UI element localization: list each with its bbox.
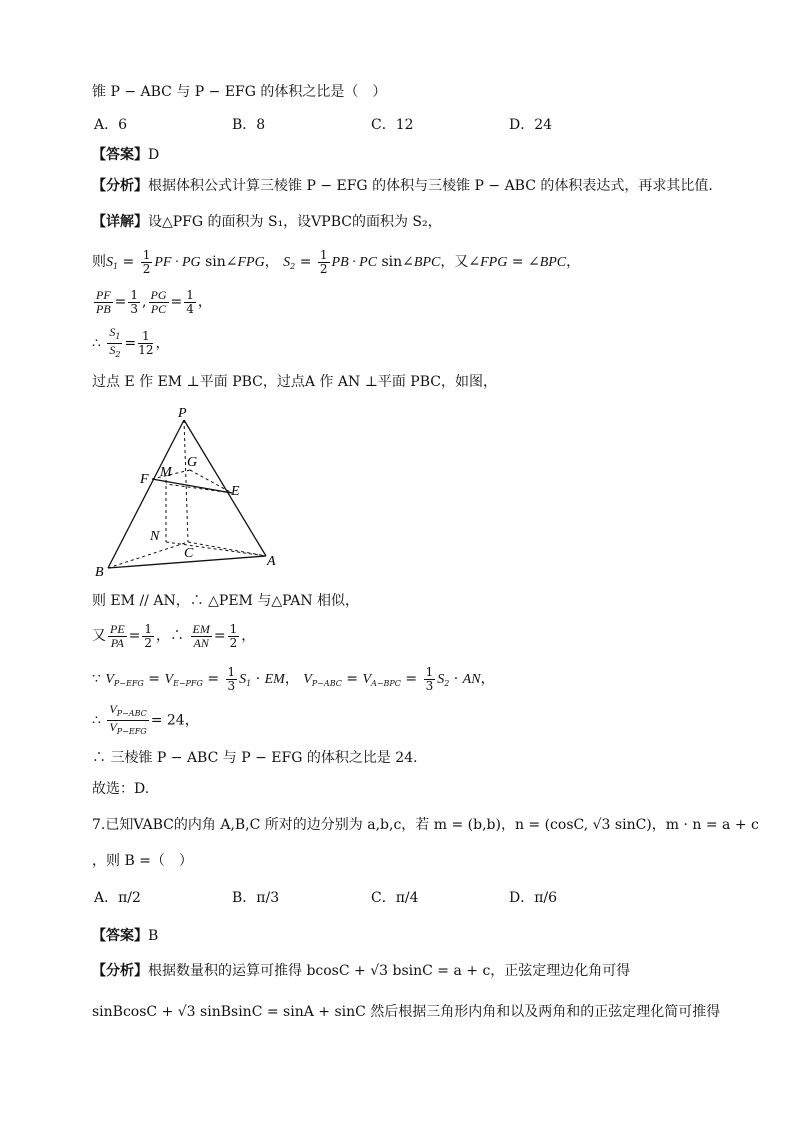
q6-ratio-pe: 又 $\frac{PE}{PA}$ = $\frac{1}{2}$ ，∴ $\frac{EM}{AN}$ = $\frac{1}{2}$ ， [92,621,256,650]
q6-detail-1: 设△PFG 的面积为 S₁，设VPBC的面积为 S₂， [148,214,442,230]
q7-answer: B [148,928,159,944]
q6-answer: D [148,147,160,163]
q6-similar-line: 则 EM // AN，∴ △PEM 与△PAN 相似， [92,593,360,609]
q7-analysis-tag: 【分析】 [92,963,148,979]
q6-answer-line [92,145,159,165]
q6-area-formula: 则$S_1$ = $\frac{1}{2}$ PF · PG sin∠FPG， $S_2$ = $\frac{1}{2}$ PB · PC sin∠BPC，又∠FPG = ∠BPC， [92,247,581,276]
q6-stem-end: 锥 P − ABC 与 P − EFG 的体积之比是（ ） [92,84,387,100]
label-a: A [267,554,276,569]
q6-detail-line [92,212,442,232]
tetrahedron-figure [90,400,290,582]
q7-stem-2: ，则 B =（ ） [92,853,193,869]
label-n: N [150,529,160,544]
q6-option-a: A．6 [94,117,128,133]
q6-option-b: B．8 [232,117,266,133]
q7-answer-line [92,926,158,946]
q7-stem: 7.已知VABC的内角 A,B,C 所对的边分别为 a,b,c，若 m = (b,b)，n = (cosC, √3 sinC)，m · n = a + c [92,817,759,833]
q6-analysis: 根据体积公式计算三棱锥 P − EFG 的体积与三棱锥 P − ABC 的体积表达式，再求其比值. [148,178,713,194]
label-c: C [184,546,194,561]
q7-analysis: 根据数量积的运算可推得 bcosC + √3 bsinC = a + c，正弦定理边化角可得 [148,963,631,979]
label-g: G [187,455,198,470]
label-f: F [140,472,149,487]
q7-option-d: D．π/6 [509,890,558,906]
q7-option-b: B．π/3 [232,890,280,906]
q6-option-d: D．24 [509,117,553,133]
label-m: M [160,465,172,480]
label-p: P [178,406,187,421]
q7-option-a: A．π/2 [94,890,141,906]
detail-tag: 【详解】 [92,214,148,230]
q6-conclusion: ∴ 三棱锥 P − ABC 与 P − EFG 的体积之比是 24. [92,750,418,766]
q7-answer-tag: 【答案】 [92,928,148,944]
q7-last-line: sinBcosC + √3 sinBsinC = sinA + sinC 然后根据三角形内角和以及两角和的正弦定理化简可推得 [92,1004,721,1020]
q7-analysis-line [92,961,630,981]
label-b: B [95,565,104,580]
label-e: E [231,484,240,499]
q6-option-c: C．12 [371,117,414,133]
answer-tag: 【答案】 [92,147,148,163]
q6-area-ratio: ∴ $\frac{S_1}{S_2}$ = $\frac{1}{12}$ ， [92,325,170,359]
q6-construction-line: 过点 E 作 EM ⊥平面 PBC，过点A 作 AN ⊥平面 PBC，如图， [92,374,497,390]
q7-option-c: C．π/4 [371,890,419,906]
q6-ratio-line: $\frac{PF}{PB}$ = $\frac{1}{3}$ , $\frac{PG}{PC}$ = $\frac{1}{4}$ ， [96,287,212,316]
q6-volume-formula: ∵ $V_{P-EFG} = V_{E-PFG}$ = $\frac{1}{3}$ $S_1$ · EM， $V_{P-ABC} = V_{A-BPC}$ = $\frac{1}{3}$ $S_2$ · AN， [92,664,495,693]
analysis-tag: 【分析】 [92,178,148,194]
q6-volume-ratio: ∴ $\frac{V_{P-ABC}}{V_{P-EFG}}$ = 24， [92,702,199,736]
q6-analysis-line [92,176,713,196]
q6-choice: 故选：D. [92,781,150,797]
